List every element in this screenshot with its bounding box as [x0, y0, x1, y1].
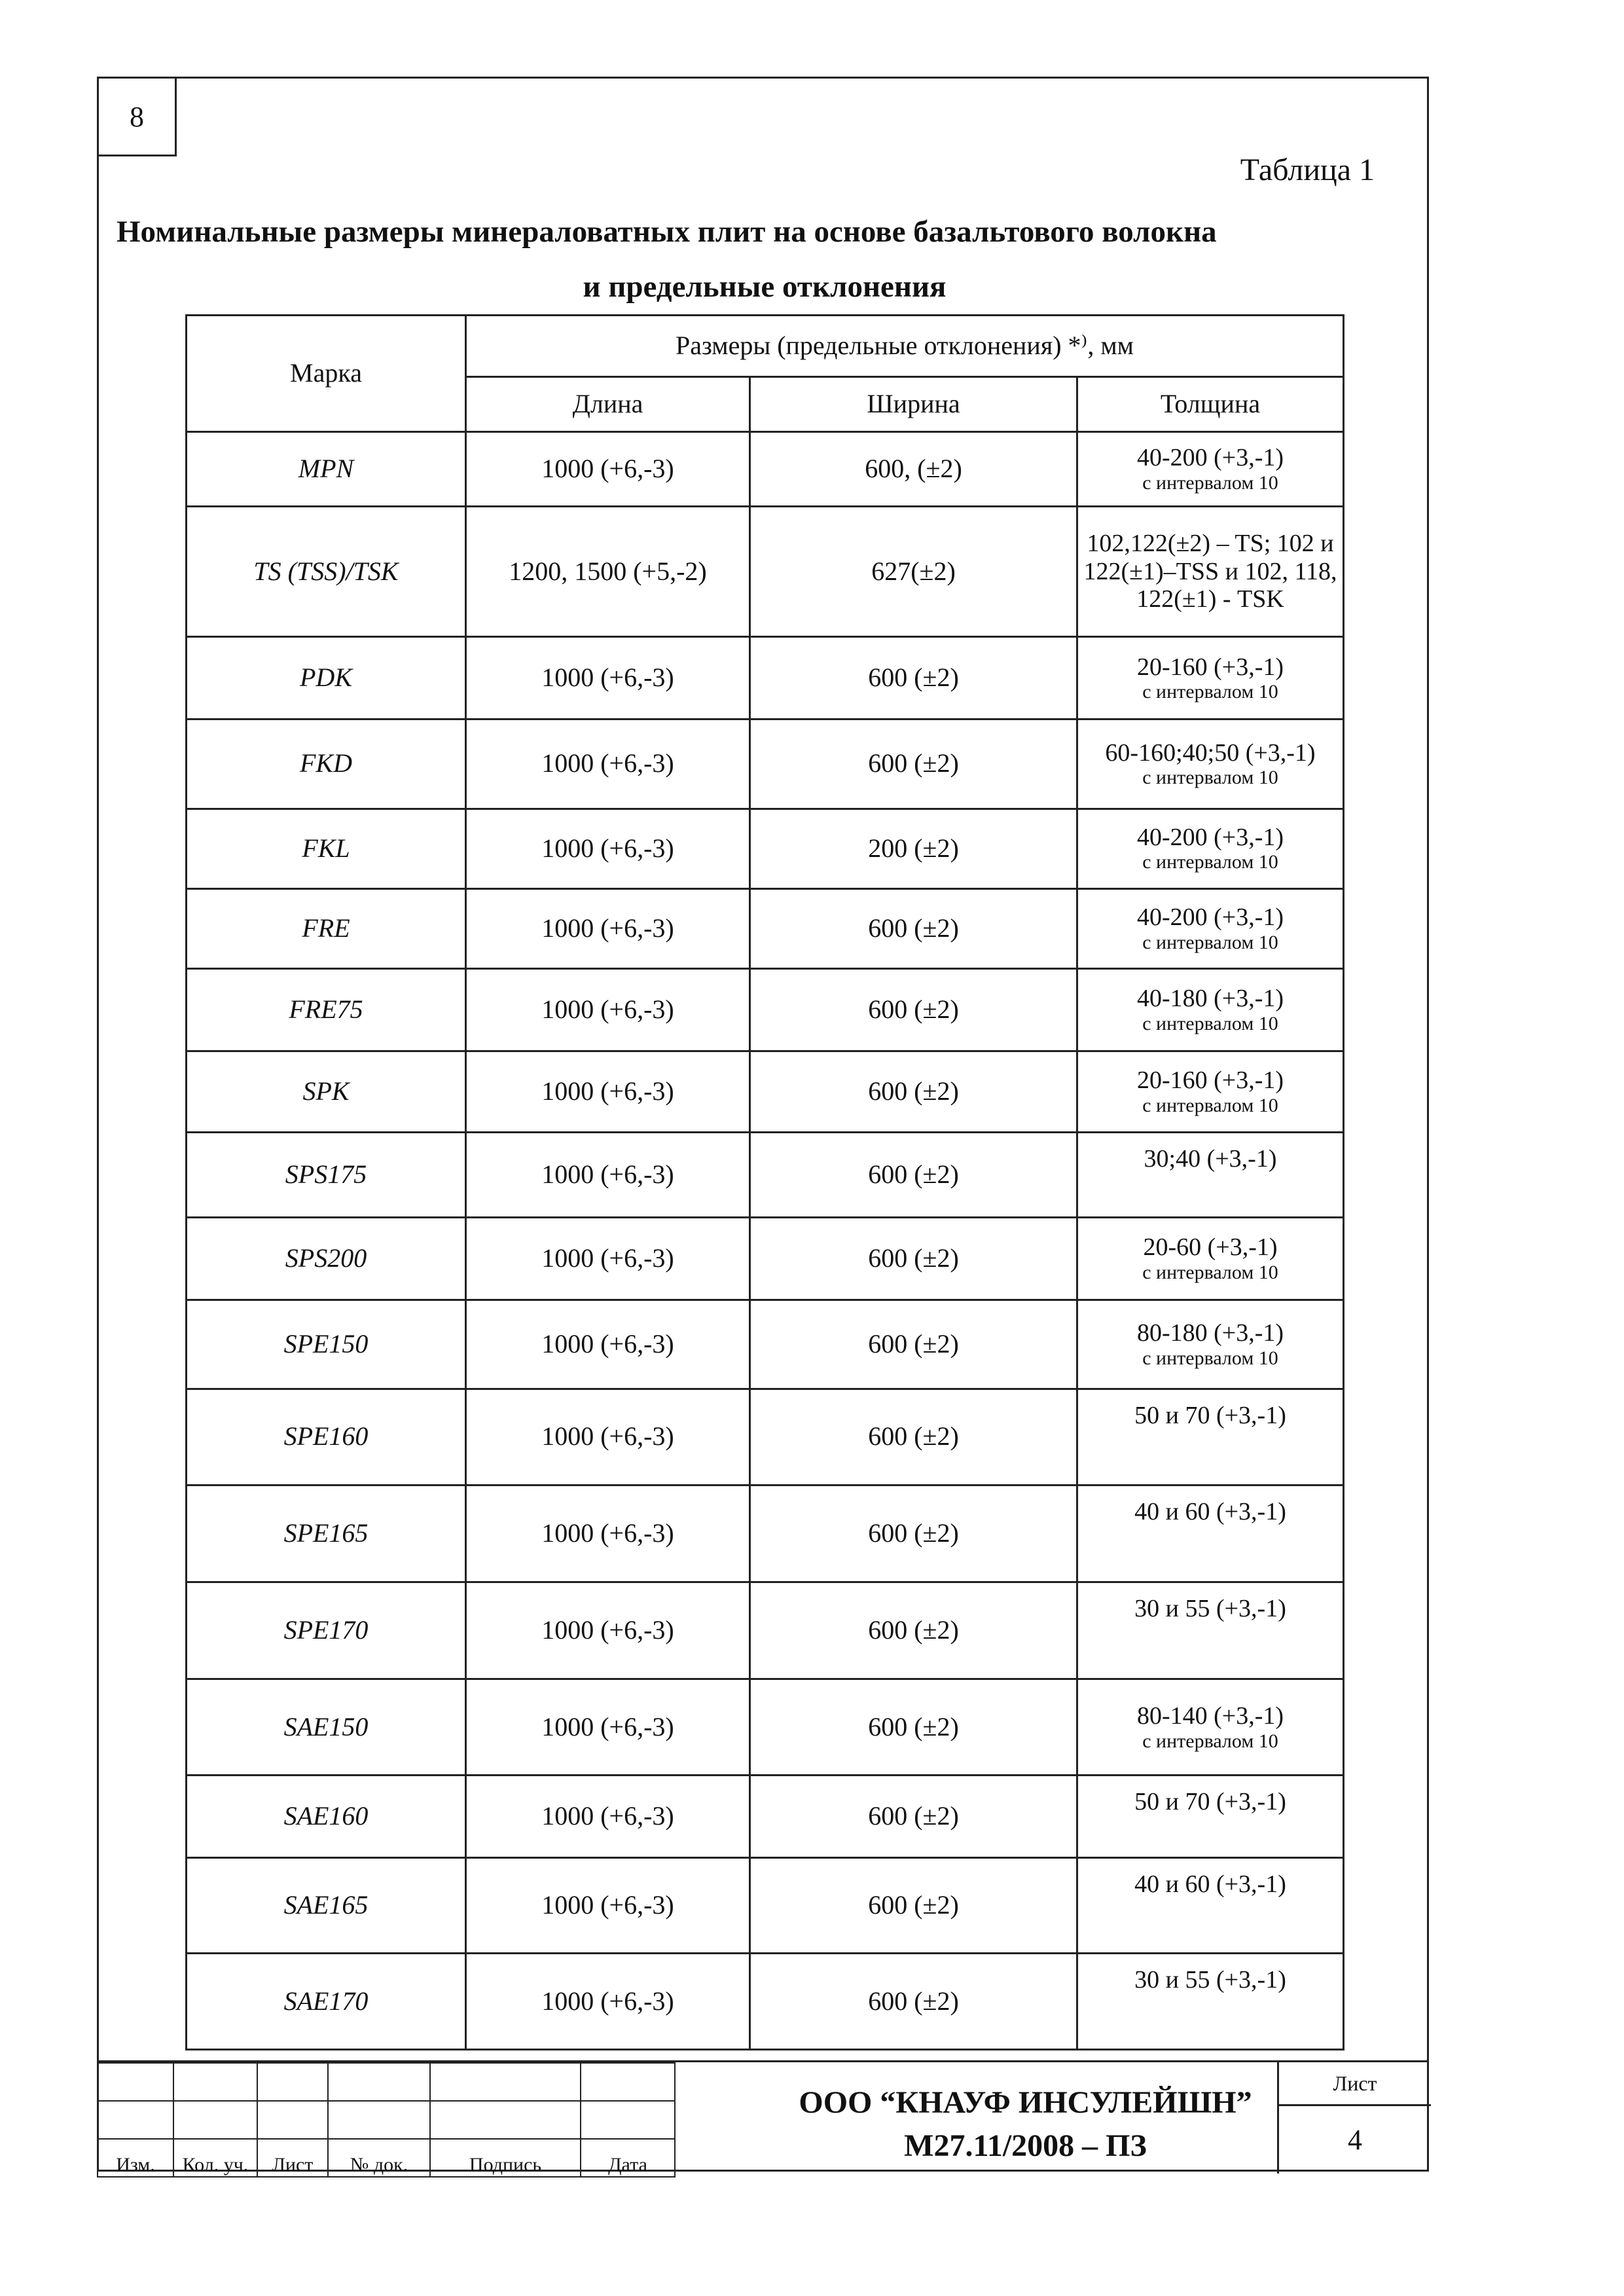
thickness-value: 40-200 (+3,-1) [1136, 444, 1284, 472]
cell-thickness [1077, 1132, 1344, 1217]
cell-length: 1000 (+6,-3) [466, 637, 750, 720]
thickness-value: 40-180 (+3,-1) [1136, 985, 1284, 1012]
thickness-value: 50 и 70 (+3,-1) [1134, 1787, 1286, 1815]
header-sizes: Размеры (предельные отклонения) *⁾, мм [466, 316, 1344, 377]
cell-width: 600 (±2) [750, 1775, 1077, 1857]
cell-length: 1000 (+6,-3) [466, 1857, 750, 1953]
thickness-value: 20-160 (+3,-1) [1136, 1066, 1284, 1095]
cell-width: 627(±2) [750, 506, 1077, 636]
cell-brand: SAE170 [187, 1954, 466, 2050]
cell-thickness [1077, 968, 1344, 1051]
tb-center [674, 2062, 1377, 2174]
cell-brand: MPN [187, 432, 466, 507]
cell-thickness [1077, 1775, 1344, 1857]
header-brand: Марка [187, 316, 466, 432]
cell-width: 600 (±2) [750, 1132, 1077, 1217]
cell-length: 1000 (+6,-3) [466, 720, 750, 809]
cell-thickness [1077, 888, 1344, 968]
table-row [187, 1051, 1344, 1132]
cell-length: 1000 (+6,-3) [466, 1775, 750, 1857]
cell-length: 1000 (+6,-3) [466, 1389, 750, 1485]
title-line-2: и предельные отклонения [583, 270, 947, 304]
thickness-note: с интервалом 10 [1142, 931, 1278, 953]
cell-width: 600 (±2) [750, 1389, 1077, 1485]
cell-brand: FKL [187, 809, 466, 888]
table-row [187, 1954, 1344, 2050]
cell-width: 600, (±2) [750, 432, 1077, 507]
table-row [187, 1217, 1344, 1300]
document-title [110, 204, 1419, 314]
tb-izm: Изм. [98, 2139, 173, 2177]
cell-width: 600 (±2) [750, 1051, 1077, 1132]
table-row [187, 1389, 1344, 1485]
cell-thickness [1077, 1051, 1344, 1132]
thickness-value: 60-160;40;50 (+3,-1) [1105, 738, 1316, 767]
cell-length: 1000 (+6,-3) [466, 1217, 750, 1300]
cell-length: 1000 (+6,-3) [466, 1679, 750, 1775]
thickness-value: 50 и 70 (+3,-1) [1134, 1402, 1286, 1430]
table-row [187, 1132, 1344, 1217]
cell-thickness [1077, 1679, 1344, 1775]
cell-thickness [1077, 1300, 1344, 1389]
cell-width: 200 (±2) [750, 809, 1077, 888]
tb-doc: № док. [328, 2139, 430, 2177]
tb-kol: Кол. уч. [173, 2139, 257, 2177]
cell-brand: SPE150 [187, 1300, 466, 1389]
table-body [187, 432, 1344, 2050]
thickness-value: 102,122(±2) – TS; 102 и 122(±1)–TSS и 102, 118, 122(±1) - TSK [1083, 530, 1337, 613]
thickness-value: 30;40 (+3,-1) [1144, 1144, 1277, 1173]
cell-thickness [1077, 1217, 1344, 1300]
cell-width: 600 (±2) [750, 968, 1077, 1051]
cell-brand: TS (TSS)/TSK [187, 506, 466, 636]
table-row [187, 1300, 1344, 1389]
company-name: ООО “КНАУФ ИНСУЛЕЙШН” [799, 2085, 1252, 2120]
thickness-value: 40-200 (+3,-1) [1136, 823, 1284, 851]
cell-width: 600 (±2) [750, 720, 1077, 809]
cell-thickness [1077, 720, 1344, 809]
thickness-value: 30 и 55 (+3,-1) [1134, 1966, 1286, 1994]
cell-length: 1000 (+6,-3) [466, 1954, 750, 2050]
thickness-value: 20-60 (+3,-1) [1143, 1233, 1278, 1262]
cell-length: 1000 (+6,-3) [466, 1582, 750, 1679]
cell-length: 1000 (+6,-3) [466, 432, 750, 507]
cell-thickness [1077, 1485, 1344, 1582]
cell-width: 600 (±2) [750, 1582, 1077, 1679]
table-row [187, 809, 1344, 888]
thickness-value: 40 и 60 (+3,-1) [1134, 1497, 1286, 1525]
cell-width: 600 (±2) [750, 637, 1077, 720]
title-block [97, 2060, 1429, 2174]
thickness-note: с интервалом 10 [1142, 681, 1278, 703]
revision-grid [97, 2062, 676, 2178]
cell-width: 600 (±2) [750, 1954, 1077, 2050]
thickness-note: с интервалом 10 [1142, 1261, 1278, 1283]
cell-thickness [1077, 506, 1344, 636]
cell-brand: SAE160 [187, 1775, 466, 1857]
cell-thickness [1077, 432, 1344, 507]
thickness-note: с интервалом 10 [1142, 1094, 1278, 1116]
thickness-note: с интервалом 10 [1142, 471, 1278, 494]
table-row [187, 1775, 1344, 1857]
sheet-label: Лист [1279, 2062, 1431, 2106]
sheet-box [1277, 2062, 1431, 2174]
cell-brand: FRE [187, 888, 466, 968]
thickness-value: 20-160 (+3,-1) [1136, 653, 1284, 681]
thickness-note: с интервалом 10 [1142, 1730, 1278, 1752]
sheet-number: 4 [1348, 2124, 1362, 2156]
table-row [187, 432, 1344, 507]
table-row [187, 1582, 1344, 1679]
cell-brand: FKD [187, 720, 466, 809]
cell-length: 1000 (+6,-3) [466, 1051, 750, 1132]
table-row [187, 1857, 1344, 1953]
header-length: Длина [466, 377, 750, 432]
cell-length: 1000 (+6,-3) [466, 809, 750, 888]
table-row [187, 888, 1344, 968]
header-width: Ширина [750, 377, 1077, 432]
dimensions-table [185, 314, 1344, 2050]
table-row [187, 1679, 1344, 1775]
cell-length: 1000 (+6,-3) [466, 1300, 750, 1389]
cell-length: 1200, 1500 (+5,-2) [466, 506, 750, 636]
thickness-value: 80-180 (+3,-1) [1136, 1319, 1284, 1347]
cell-width: 600 (±2) [750, 1857, 1077, 1953]
cell-brand: PDK [187, 637, 466, 720]
thickness-value: 40 и 60 (+3,-1) [1134, 1870, 1286, 1898]
thickness-note: с интервалом 10 [1142, 1347, 1278, 1369]
cell-brand: SPE160 [187, 1389, 466, 1485]
cell-thickness [1077, 809, 1344, 888]
cell-length: 1000 (+6,-3) [466, 1485, 750, 1582]
title-line-1: Номинальные размеры минераловатных плит на основе базальтового волокна [117, 215, 1217, 249]
document-code: М27.11/2008 – ПЗ [904, 2128, 1147, 2163]
cell-brand: SPS175 [187, 1132, 466, 1217]
table-row [187, 637, 1344, 720]
tb-list: Лист [257, 2139, 328, 2177]
page-number: 8 [97, 77, 177, 156]
cell-brand: SPS200 [187, 1217, 466, 1300]
table-row [187, 720, 1344, 809]
cell-thickness [1077, 1857, 1344, 1953]
cell-brand: SPK [187, 1051, 466, 1132]
cell-thickness [1077, 637, 1344, 720]
cell-width: 600 (±2) [750, 1679, 1077, 1775]
cell-width: 600 (±2) [750, 1300, 1077, 1389]
cell-thickness [1077, 1389, 1344, 1485]
cell-thickness [1077, 1582, 1344, 1679]
cell-brand: SPE170 [187, 1582, 466, 1679]
cell-length: 1000 (+6,-3) [466, 1132, 750, 1217]
tb-sign: Подпись [430, 2139, 581, 2177]
cell-thickness [1077, 1954, 1344, 2050]
thickness-note: с интервалом 10 [1142, 767, 1278, 789]
cell-brand: FRE75 [187, 968, 466, 1051]
header-thickness: Толщина [1077, 377, 1344, 432]
cell-width: 600 (±2) [750, 888, 1077, 968]
cell-brand: SAE150 [187, 1679, 466, 1775]
thickness-value: 30 и 55 (+3,-1) [1134, 1595, 1286, 1623]
cell-length: 1000 (+6,-3) [466, 968, 750, 1051]
cell-width: 600 (±2) [750, 1485, 1077, 1582]
table-row [187, 506, 1344, 636]
table-label: Таблица 1 [1240, 153, 1375, 187]
cell-width: 600 (±2) [750, 1217, 1077, 1300]
thickness-value: 40-200 (+3,-1) [1136, 903, 1284, 931]
table-row [187, 968, 1344, 1051]
thickness-value: 80-140 (+3,-1) [1136, 1702, 1284, 1730]
cell-brand: SPE165 [187, 1485, 466, 1582]
thickness-note: с интервалом 10 [1142, 1012, 1278, 1034]
table-row [187, 1485, 1344, 1582]
tb-date: Дата [581, 2139, 675, 2177]
cell-length: 1000 (+6,-3) [466, 888, 750, 968]
thickness-note: с интервалом 10 [1142, 851, 1278, 873]
cell-brand: SAE165 [187, 1857, 466, 1953]
